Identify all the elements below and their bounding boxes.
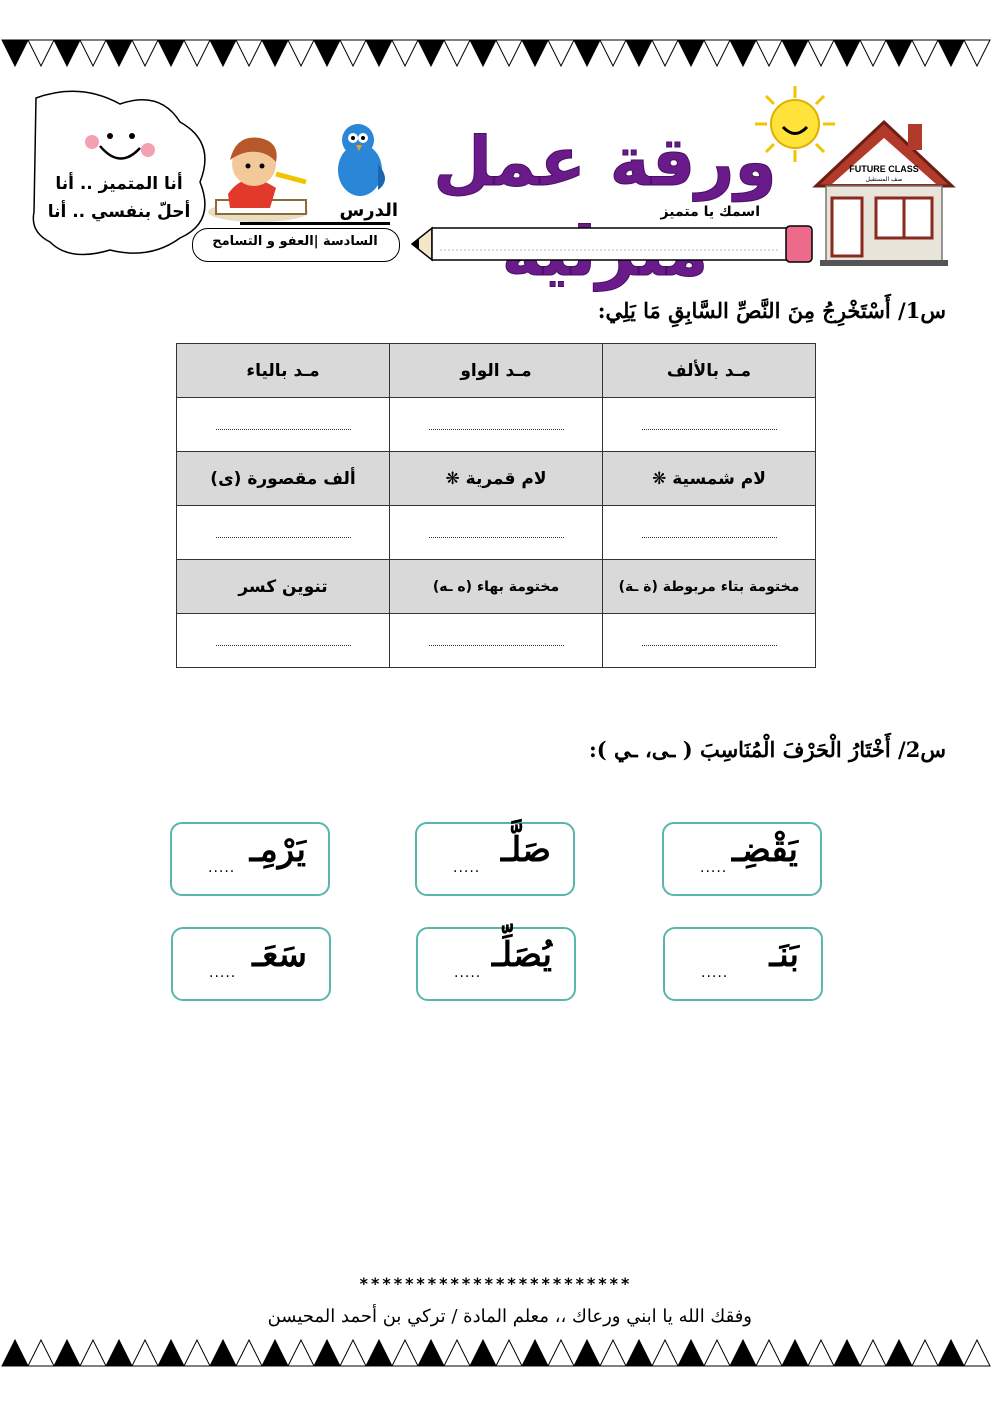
- table-header-cell: مختومة بهاء (ه ـه): [390, 560, 603, 614]
- border-triangle: [158, 1340, 184, 1366]
- answer-cell[interactable]: [177, 506, 390, 560]
- border-triangle: [782, 40, 808, 66]
- table-answer-row: [177, 506, 816, 560]
- q1-prompt: س1/ أَسْتَخْرِجُ مِنَ النَّصِّ السَّابِقِ مَا يَلِي:: [597, 298, 946, 323]
- border-triangle: [964, 40, 990, 66]
- border-triangle: [418, 1340, 444, 1366]
- border-triangle: [704, 1340, 730, 1366]
- bottom-border-decoration: [0, 1336, 992, 1376]
- border-triangle: [678, 40, 704, 66]
- answer-cell[interactable]: [390, 614, 603, 668]
- border-triangle: [496, 1340, 522, 1366]
- border-triangle: [210, 40, 236, 66]
- table-header-row: [177, 560, 816, 614]
- border-triangle: [548, 40, 574, 66]
- word-text: يُصَلِّـ: [491, 935, 552, 975]
- footer-stars: ************************: [359, 1274, 633, 1293]
- border-triangle: [288, 40, 314, 66]
- border-triangle: [444, 40, 470, 66]
- cloud-motto-line2: أحلّ بنفسي .. أنا: [47, 202, 191, 222]
- table-header-cell: مـد بالياء: [177, 344, 390, 398]
- border-triangle: [834, 40, 860, 66]
- border-triangle: [730, 1340, 756, 1366]
- border-triangle: [600, 40, 626, 66]
- word-blank: .....: [454, 965, 482, 981]
- border-triangle: [392, 40, 418, 66]
- border-triangle: [574, 40, 600, 66]
- border-triangle: [860, 1340, 886, 1366]
- word-box[interactable]: [415, 822, 575, 896]
- border-triangle: [938, 40, 964, 66]
- footer-text: وفقك الله يا ابني ورعاك ،، معلم المادة / تركي بن أحمد المحيسن: [267, 1306, 752, 1327]
- border-triangle: [392, 1340, 418, 1366]
- border-triangle: [704, 40, 730, 66]
- border-triangle: [2, 1340, 28, 1366]
- lesson-name: السادسة |العفو و التسامح: [212, 234, 378, 249]
- border-triangle: [756, 1340, 782, 1366]
- border-triangle: [470, 40, 496, 66]
- border-triangle: [288, 1340, 314, 1366]
- q2-prompt: س2/ أَخْتَارُ الْحَرْفَ الْمُنَاسِبَ ( ـى، ـي ):: [589, 737, 946, 762]
- word-text: صَلَّـ: [500, 830, 551, 870]
- border-triangle: [28, 40, 54, 66]
- logo-subtext: صف المستقبل: [865, 176, 903, 183]
- table-answer-row: [177, 398, 816, 452]
- name-field-pencil[interactable]: [410, 220, 816, 268]
- border-triangle: [522, 1340, 548, 1366]
- border-triangle: [600, 1340, 626, 1366]
- table-header-cell: مختومة بتاء مربوطة (ة ـة): [603, 560, 816, 614]
- border-triangle: [756, 40, 782, 66]
- border-triangle: [366, 1340, 392, 1366]
- border-triangle: [314, 40, 340, 66]
- border-triangle: [652, 1340, 678, 1366]
- cloud-motto-line1: أنا المتميز .. أنا: [55, 174, 183, 194]
- border-triangle: [366, 40, 392, 66]
- border-triangle: [132, 40, 158, 66]
- word-box[interactable]: [416, 927, 576, 1001]
- word-blank: .....: [208, 860, 236, 876]
- word-text: يَقْضِـ: [731, 830, 798, 870]
- border-triangle: [236, 40, 262, 66]
- border-triangle: [54, 40, 80, 66]
- blue-bird-icon: [332, 120, 390, 200]
- border-triangle: [938, 1340, 964, 1366]
- table-header-cell: مـد الواو: [390, 344, 603, 398]
- border-triangle: [808, 40, 834, 66]
- word-box[interactable]: [662, 822, 822, 896]
- border-triangle: [106, 1340, 132, 1366]
- answer-cell[interactable]: [177, 614, 390, 668]
- worksheet-title: ورقة عمل: [433, 123, 777, 202]
- word-text: يَرْمِـ: [249, 830, 306, 870]
- answer-cell[interactable]: [603, 614, 816, 668]
- word-box[interactable]: [171, 927, 331, 1001]
- answer-cell[interactable]: [603, 398, 816, 452]
- word-blank: .....: [209, 965, 237, 981]
- border-triangle: [860, 40, 886, 66]
- border-triangle: [262, 1340, 288, 1366]
- border-triangle: [158, 40, 184, 66]
- border-triangle: [80, 1340, 106, 1366]
- table-answer-row: [177, 614, 816, 668]
- word-text: بَنَـ: [769, 935, 799, 975]
- answer-cell[interactable]: [177, 398, 390, 452]
- border-triangle: [184, 40, 210, 66]
- top-border-decoration: [0, 36, 992, 76]
- border-triangle: [626, 1340, 652, 1366]
- border-triangle: [54, 1340, 80, 1366]
- table-header-cell: لام قمرية ❋: [390, 452, 603, 506]
- border-triangle: [210, 1340, 236, 1366]
- answer-cell[interactable]: [390, 506, 603, 560]
- table-header-cell: لام شمسية ❋: [603, 452, 816, 506]
- lesson-underline: [240, 222, 390, 225]
- border-triangle: [314, 1340, 340, 1366]
- word-blank: .....: [701, 965, 729, 981]
- border-triangle: [964, 1340, 990, 1366]
- border-triangle: [2, 40, 28, 66]
- border-triangle: [262, 40, 288, 66]
- border-triangle: [574, 1340, 600, 1366]
- logo-text: FUTURE CLASS: [849, 164, 919, 174]
- border-triangle: [808, 1340, 834, 1366]
- answer-cell[interactable]: [603, 506, 816, 560]
- word-blank: .....: [453, 860, 481, 876]
- border-triangle: [730, 40, 756, 66]
- border-triangle: [522, 40, 548, 66]
- border-triangle: [340, 1340, 366, 1366]
- answer-cell[interactable]: [390, 398, 603, 452]
- border-triangle: [444, 1340, 470, 1366]
- border-triangle: [912, 1340, 938, 1366]
- border-triangle: [626, 40, 652, 66]
- border-triangle: [236, 1340, 262, 1366]
- smiley-cloud: [30, 82, 216, 262]
- border-triangle: [886, 40, 912, 66]
- word-box[interactable]: [170, 822, 330, 896]
- border-triangle: [28, 1340, 54, 1366]
- border-triangle: [132, 1340, 158, 1366]
- border-triangle: [652, 40, 678, 66]
- word-text: سَعَـ: [252, 935, 307, 975]
- table-header-cell: مـد بالألف: [603, 344, 816, 398]
- border-triangle: [184, 1340, 210, 1366]
- word-blank: .....: [700, 860, 728, 876]
- border-triangle: [80, 40, 106, 66]
- table-header-row: [177, 344, 816, 398]
- word-box[interactable]: [663, 927, 823, 1001]
- border-triangle: [912, 40, 938, 66]
- q1-table: [176, 343, 816, 668]
- name-label: اسمك يا متميز: [660, 204, 760, 220]
- border-triangle: [418, 40, 444, 66]
- border-triangle: [886, 1340, 912, 1366]
- border-triangle: [470, 1340, 496, 1366]
- border-triangle: [782, 1340, 808, 1366]
- border-triangle: [340, 40, 366, 66]
- lesson-label: الدرس: [339, 200, 398, 221]
- table-header-cell: تنوين كسر: [177, 560, 390, 614]
- border-triangle: [496, 40, 522, 66]
- border-triangle: [678, 1340, 704, 1366]
- boy-reading-illustration: [206, 128, 326, 224]
- border-triangle: [106, 40, 132, 66]
- table-header-row: [177, 452, 816, 506]
- table-header-cell: ألف مقصورة (ى): [177, 452, 390, 506]
- border-triangle: [834, 1340, 860, 1366]
- border-triangle: [548, 1340, 574, 1366]
